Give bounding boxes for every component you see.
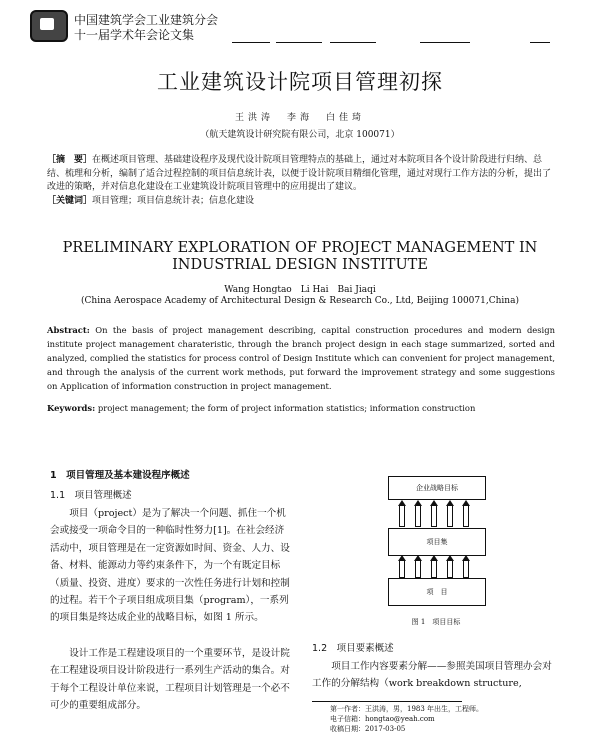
- header-rule: [276, 42, 322, 43]
- section-1-1-heading: 1.1 项目管理概述: [50, 490, 132, 501]
- footnote-line: 电子信箱：hongtao@yeah.com: [330, 715, 435, 723]
- figure-caption: 图 1 项目目标: [411, 618, 461, 626]
- section-1-2-heading: 1.2 项目要素概述: [312, 643, 394, 654]
- arrow-up-icon: [446, 500, 454, 527]
- abstract-en-text: On the basis of project management describing, capital construction procedures and modern design institute project management charateristic, through the branch project design in each stage summarized, sorted and analyzed, complied the statistics for process control of Design Institute which can convenient for project management, and through the analysis of the current work methods, put forward the improvement strategy and some suggestions on Application of information construction in project management.: [47, 325, 555, 391]
- keywords-english: [47, 403, 555, 413]
- title-chinese: 工业建筑设计院项目管理初探: [157, 70, 443, 94]
- header-rule: [330, 42, 376, 43]
- paragraph: 项目工作内容要素分解——参照美国项目管理办会对工作的分解结构（work breakdown structure,: [312, 661, 552, 690]
- arrow-up-icon: [414, 500, 422, 527]
- paragraph: 设计工作是工程建设项目的一个重要环节，是设计院在工程建设项目设计阶段进行一系列生产活动的集合。对于每个工程设计单位来说，工程项目计划管理是一个必不可少的重要组成部分。: [50, 648, 290, 712]
- affiliation-english: (China Aerospace Academy of Architectural Design & Research Co., Ltd, Beijing 100071,China): [81, 296, 519, 306]
- figure-box-strategic-goal: 企业战略目标: [388, 476, 486, 500]
- keywords-cn-label: ［关键词］: [47, 195, 93, 206]
- header-rule: [232, 42, 270, 43]
- header-rule: [420, 42, 470, 43]
- footnote-rule: [312, 701, 462, 702]
- figure-box-project: 项 目: [388, 578, 486, 606]
- header-line-1: 中国建筑学会工业建筑分会: [74, 13, 219, 27]
- authors-english: Wang Hongtao Li Hai Bai Jiaqi: [224, 285, 376, 295]
- arrow-up-icon: [462, 555, 470, 578]
- header-rule: [530, 42, 550, 43]
- keywords-cn-text: 项目管理；项目信息统计表；信息化建设: [92, 195, 255, 206]
- header-line-2: 十一届学术年会论文集: [74, 28, 195, 42]
- section-1-heading: 1 项目管理及基本建设程序概述: [50, 470, 190, 481]
- arrow-up-icon: [398, 500, 406, 527]
- abstract-cn-label: ［摘 要］: [47, 155, 93, 165]
- keywords-en-label: Keywords:: [47, 403, 96, 413]
- authors-chinese: 王洪涛 李海 白佳琦: [234, 113, 365, 123]
- affiliation-chinese: （航天建筑设计研究院有限公司，北京 100071）: [200, 130, 400, 140]
- title-english: PRELIMINARY EXPLORATION OF PROJECT MANAGEMENT IN INDUSTRIAL DESIGN INSTITUTE: [62, 240, 538, 273]
- arrow-up-icon: [446, 555, 454, 578]
- abstract-english: [47, 323, 555, 393]
- footnote-line: 第一作者：王洪涛，男，1983 年出生，工程师。: [330, 705, 484, 713]
- figure-box-program: 项目集: [388, 528, 486, 556]
- arrow-up-icon: [430, 555, 438, 578]
- arrow-up-icon: [398, 555, 406, 578]
- keywords-en-text: project management; the form of project information statistics; information construction: [97, 403, 476, 413]
- footnote-line: 收稿日期：2017-03-05: [330, 725, 406, 733]
- abstract-en-label: Abstract:: [47, 325, 90, 335]
- arrow-up-icon: [414, 555, 422, 578]
- arrow-up-icon: [430, 500, 438, 527]
- abstract-chinese: [47, 154, 552, 208]
- arrow-up-icon: [462, 500, 470, 527]
- abstract-cn-text: 在概述项目管理、基础建设程序及现代设计院项目管理特点的基础上，通过对本院项目各个设计阶段进行归纳、总结、梳理和分析，编制了适合过程控制的项目信息统计表，以便于设计院项目精细化管理，通过对现行工作方法的分析，提出了改进的策略，并对信息化建设在工业建筑设计院项目管理中的应用提出了建议。: [47, 155, 552, 192]
- paragraph: 项目（project）是为了解决一个问题、抓住一个机会或接受一项命令目的一种临时性努力[1]。在社会经济活动中，项目管理是在一定资源如时间、资金、人力、设备、材料、能源动力等约束条件下，为一个有既定目标（质量、投资、进度）要求的一次性任务进行计划和控制的过程。若干个子项目组成项目集（program），一系列的项目集是终达成企业的战略目标，如图 1 所示。: [50, 508, 290, 624]
- society-logo: [30, 10, 68, 42]
